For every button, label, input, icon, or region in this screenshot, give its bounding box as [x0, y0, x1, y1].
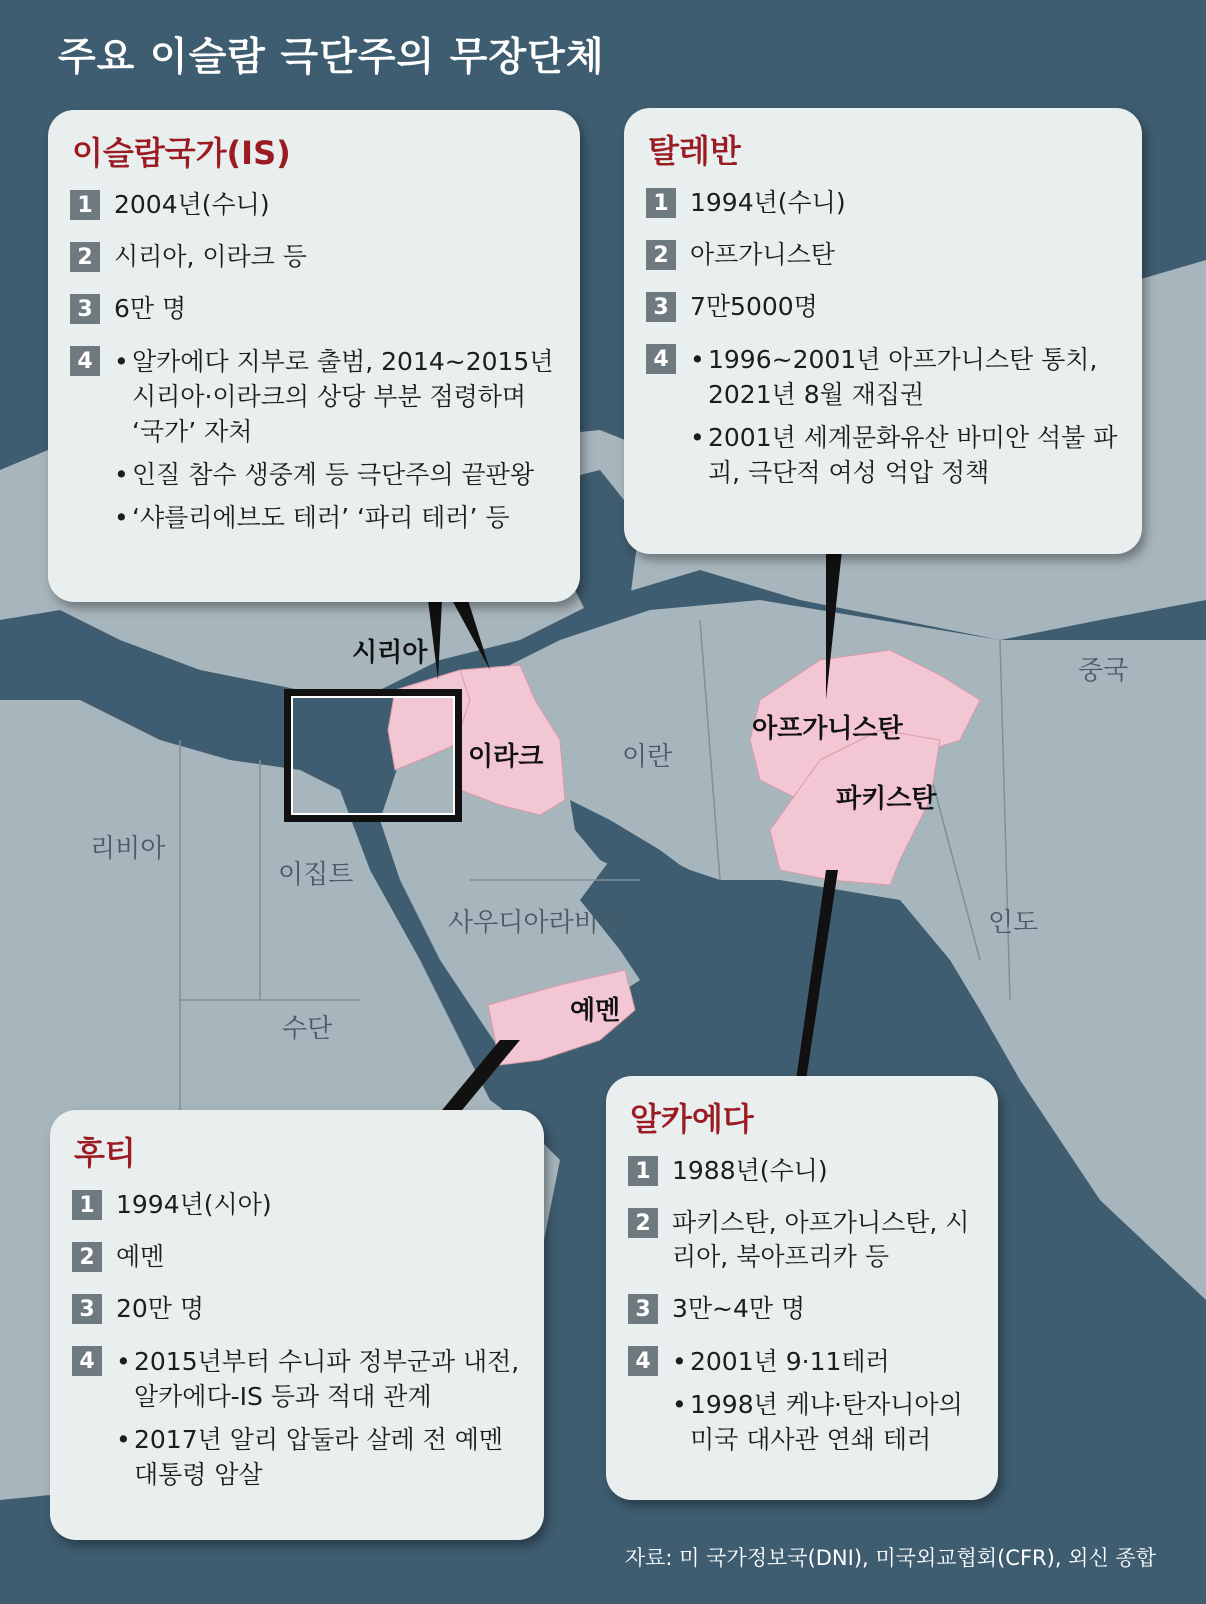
founded-row: [70, 188, 558, 222]
bullet-dot: •: [690, 423, 705, 452]
label-india: 인도: [988, 908, 1039, 938]
founded-text: 1988년(수니): [672, 1156, 828, 1185]
number-badge: 4: [72, 1346, 102, 1376]
label-afghanistan: 아프가니스탄: [752, 714, 903, 744]
label-china: 중국: [1078, 656, 1129, 686]
bullet-dot: •: [690, 345, 705, 374]
number-badge: 3: [646, 292, 676, 322]
label-egypt: 이집트: [278, 860, 354, 890]
size-row: [628, 1292, 976, 1326]
note-text: 2015년부터 수니파 정부군과 내전, 알카에다-IS 등과 적대 관계: [134, 1347, 520, 1411]
note-text: 2001년 세계문화유산 바미안 석불 파괴, 극단적 여성 억압 정책: [708, 423, 1118, 487]
label-iran: 이란: [622, 742, 673, 772]
note-text: 2001년 9·11테러: [690, 1347, 890, 1376]
number-badge: 3: [70, 294, 100, 324]
label-syria: 시리아: [352, 638, 428, 668]
bullet-dot: •: [114, 503, 129, 532]
number-badge: 4: [70, 346, 100, 376]
card-title: 후티: [74, 1134, 136, 1172]
founded-text: 1994년(시아): [116, 1190, 272, 1219]
note-text: 알카에다 지부로 출범, 2014~2015년 시리아·이라크의 상당 부분 점령하며 ‘국가’ 자처: [132, 347, 554, 446]
label-pakistan: 파키스탄: [836, 784, 937, 814]
size-text: 6만 명: [114, 294, 187, 323]
card-taliban: [624, 108, 1142, 554]
region-row: [72, 1240, 522, 1274]
bullet-dot: •: [116, 1425, 131, 1454]
label-libya: 리비아: [90, 834, 166, 864]
notes-row: [70, 344, 558, 543]
number-badge: 2: [628, 1208, 658, 1238]
region-text: 시리아, 이라크 등: [114, 242, 307, 271]
bullet-dot: •: [114, 347, 129, 376]
size-row: [72, 1292, 522, 1326]
region-row: [646, 238, 1120, 272]
number-badge: 2: [72, 1242, 102, 1272]
founded-row: [72, 1188, 522, 1222]
label-sudan: 수단: [282, 1014, 333, 1044]
label-yemen: 예멘: [570, 996, 621, 1026]
founded-text: 1994년(수니): [690, 188, 846, 217]
bullet-dot: •: [116, 1347, 131, 1376]
card-title: 이슬람국가(IS): [72, 134, 291, 172]
number-badge: 4: [628, 1346, 658, 1376]
number-badge: 3: [72, 1294, 102, 1324]
founded-text: 2004년(수니): [114, 190, 270, 219]
note-text: 1996~2001년 아프가니스탄 통치, 2021년 8월 재집권: [708, 345, 1098, 409]
number-badge: 2: [70, 242, 100, 272]
region-text: 아프가니스탄: [690, 240, 835, 269]
founded-row: [628, 1154, 976, 1188]
card-houthi: [50, 1110, 544, 1540]
number-badge: 3: [628, 1294, 658, 1324]
bullet-dot: •: [114, 460, 129, 489]
region-row: [70, 240, 558, 274]
size-text: 20만 명: [116, 1294, 205, 1323]
source-credit: 자료: 미 국가정보국(DNI), 미국외교협회(CFR), 외신 종합: [624, 1546, 1156, 1570]
notes-row: [628, 1344, 976, 1465]
note-text: 2017년 알리 압둘라 살레 전 예멘 대통령 암살: [134, 1425, 504, 1489]
size-row: [70, 292, 558, 326]
map-title: 주요 이슬람 극단주의 무장단체: [58, 35, 605, 80]
label-saudi-arabia: 사우디아라비아: [448, 908, 624, 938]
size-text: 3만~4만 명: [672, 1294, 806, 1323]
number-badge: 2: [646, 240, 676, 270]
card-al-qaeda: [606, 1076, 998, 1500]
note-text: 1998년 케냐·탄자니아의 미국 대사관 연쇄 테러: [690, 1390, 963, 1454]
founded-row: [646, 186, 1120, 220]
card-title: 알카에다: [630, 1100, 754, 1138]
number-badge: 1: [646, 188, 676, 218]
note-text: ‘샤를리에브도 테러’ ‘파리 테러’ 등: [132, 503, 510, 532]
bullet-dot: •: [672, 1347, 687, 1376]
region-text: 예멘: [116, 1242, 165, 1271]
region-text: 파키스탄, 아프가니스탄, 시리아, 북아프리카 등: [672, 1208, 970, 1271]
number-badge: 1: [628, 1156, 658, 1186]
bullet-dot: •: [672, 1390, 687, 1419]
card-title: 탈레반: [648, 132, 741, 170]
number-badge: 1: [72, 1190, 102, 1220]
size-row: [646, 290, 1120, 324]
label-iraq: 이라크: [468, 742, 544, 772]
notes-row: [72, 1344, 522, 1500]
notes-row: [646, 342, 1120, 498]
number-badge: 4: [646, 344, 676, 374]
size-text: 7만5000명: [690, 292, 818, 321]
note-text: 인질 참수 생중계 등 극단주의 끝판왕: [132, 460, 534, 489]
card-is: [48, 110, 580, 602]
region-row: [628, 1206, 976, 1274]
number-badge: 1: [70, 190, 100, 220]
